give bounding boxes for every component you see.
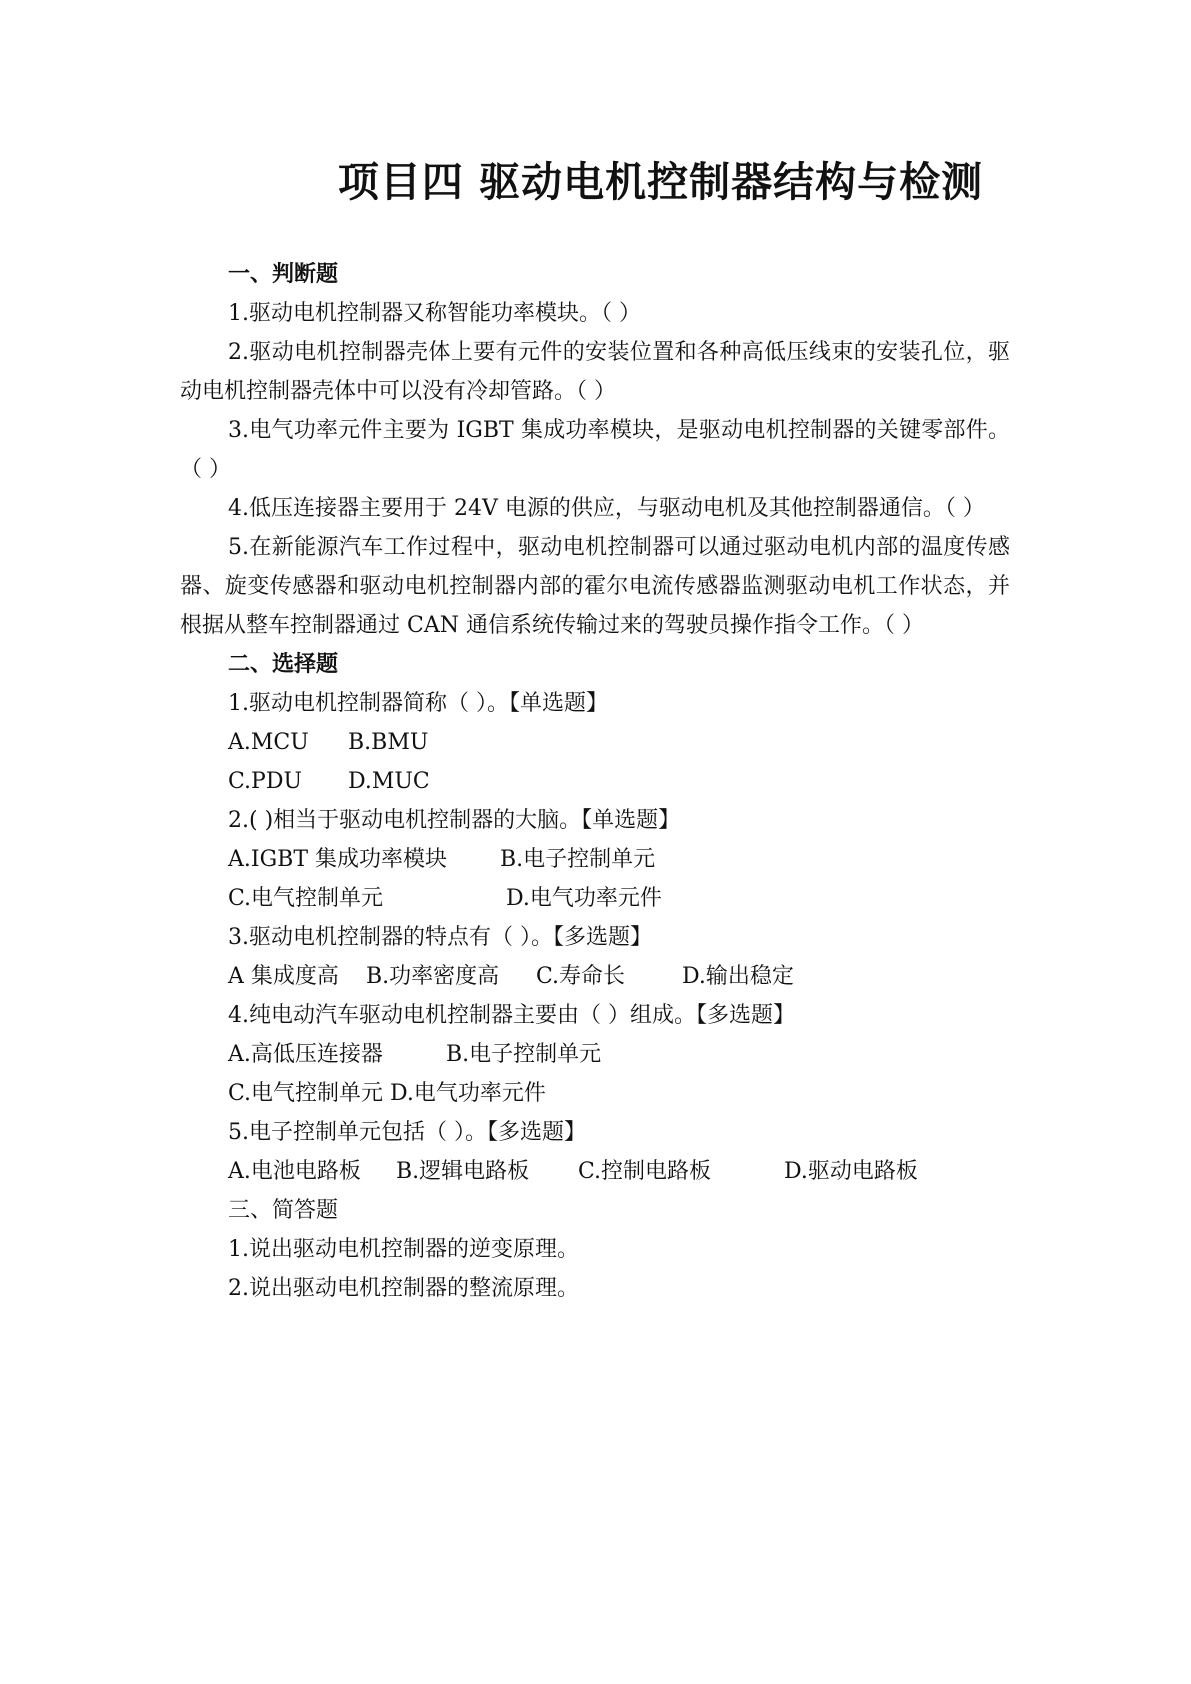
options-row [180,1152,1010,1191]
option-d: D.驱动电路板 [784,1159,918,1184]
option-c: C.寿命长 [536,964,626,989]
options-row [180,1074,1010,1113]
option-a: A.MCU [228,730,309,755]
question-choice-1: 1.驱动电机控制器简称（ ）。【单选题】 [228,691,608,716]
question-tf-4: 4.低压连接器主要用于 24V 电源的供应，与驱动电机及其他控制器通信。（ ） [228,496,985,521]
option-b: B.功率密度高 [366,964,500,989]
document-body [180,255,1010,1308]
option-d: D.输出稳定 [682,964,794,989]
options-row [180,840,1010,879]
option-a: A 集成度高 [228,964,339,989]
option-b: B.电子控制单元 [500,847,656,872]
options-row [180,762,1010,801]
question-tf-3: 3.电气功率元件主要为 IGBT 集成功率模块，是驱动电机控制器的关键零部件。（ ） [180,418,1010,482]
question-short-2: 2.说出驱动电机控制器的整流原理。 [228,1276,579,1301]
options-row [180,879,1010,918]
option-c: C.PDU [228,769,303,794]
question-tf-5: 5.在新能源汽车工作过程中，驱动电机控制器可以通过驱动电机内部的温度传感器、旋变传感器和驱动电机控制器内部的霍尔电流传感器监测驱动电机工作状态，并根据从整车控制器通过 CAN 通信系统传输过来的驾驶员操作指令工作。（ ） [180,535,1010,638]
question-choice-5: 5.电子控制单元包括（ ）。【多选题】 [228,1120,586,1145]
page-title: 项目四 驱动电机控制器结构与检测 [337,158,984,206]
option-c: C.控制电路板 [578,1159,712,1184]
section-heading-choice: 二、选择题 [228,652,339,677]
question-choice-4: 4.纯电动汽车驱动电机控制器主要由（ ）组成。【多选题】 [228,1003,795,1028]
option-b: B.电子控制单元 [446,1042,602,1067]
question-choice-2: 2.( )相当于驱动电机控制器的大脑。【单选题】 [228,808,681,833]
option-c-d: C.电气控制单元 D.电气功率元件 [228,1081,546,1106]
option-b: B.BMU [348,730,429,755]
option-a: A.电池电路板 [228,1159,361,1184]
options-row [180,723,1010,762]
question-short-1: 1.说出驱动电机控制器的逆变原理。 [228,1237,579,1262]
option-a: A.IGBT 集成功率模块 [228,847,447,872]
question-choice-3: 3.驱动电机控制器的特点有（ ）。【多选题】 [228,925,652,950]
section-heading-true-false: 一、判断题 [228,262,339,287]
option-c: C.电气控制单元 [228,886,384,911]
option-a: A.高低压连接器 [228,1042,383,1067]
options-row [180,1035,1010,1074]
option-b: B.逻辑电路板 [396,1159,530,1184]
question-tf-1: 1.驱动电机控制器又称智能功率模块。（ ） [228,301,641,326]
question-tf-2: 2.驱动电机控制器壳体上要有元件的安装位置和各种高低压线束的安装孔位，驱动电机控制器壳体中可以没有冷却管路。（ ） [180,340,1010,404]
options-row [180,957,1010,996]
section-heading-short-answer: 三、简答题 [228,1198,339,1223]
option-d: D.MUC [348,769,430,794]
option-d: D.电气功率元件 [506,886,662,911]
